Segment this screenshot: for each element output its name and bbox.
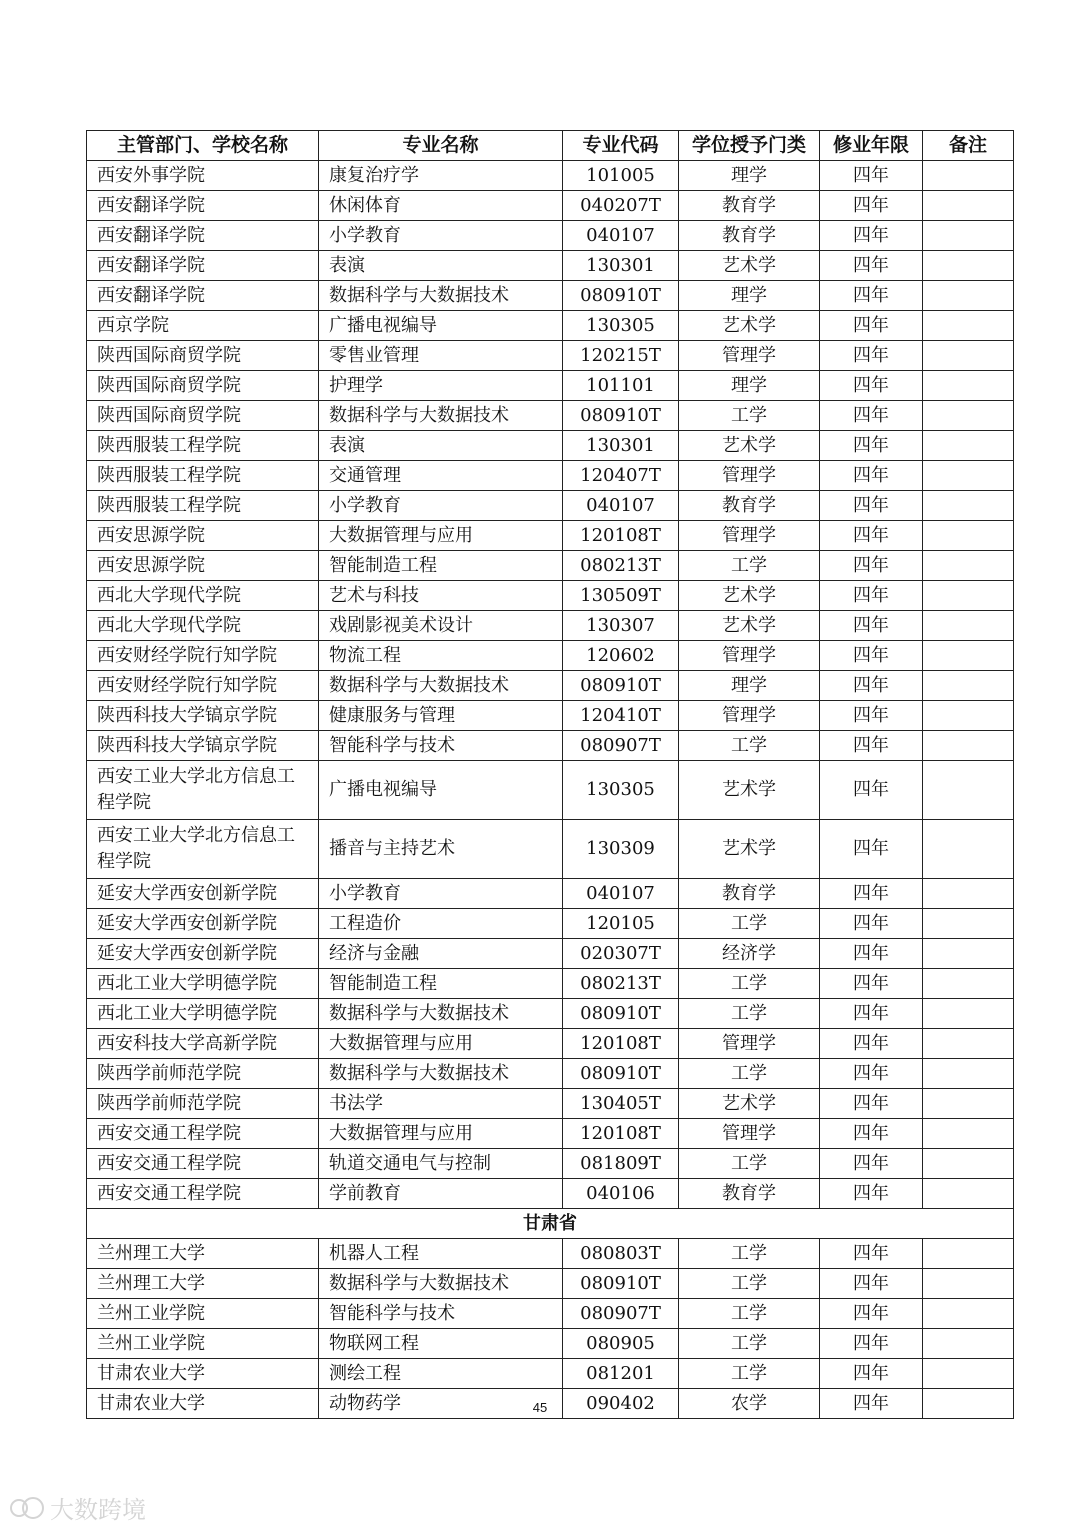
cell-years: 四年	[820, 731, 923, 761]
table-row	[87, 371, 1014, 401]
cell-years: 四年	[820, 1179, 923, 1209]
cell-code: 130305	[563, 311, 679, 341]
cell-school: 西安思源学院	[87, 521, 319, 551]
cell-note	[923, 611, 1014, 641]
cell-note	[923, 1359, 1014, 1389]
table-row	[87, 1089, 1014, 1119]
cell-code: 120108T	[563, 521, 679, 551]
cell-years: 四年	[820, 611, 923, 641]
table-row	[87, 761, 1014, 820]
cell-years: 四年	[820, 311, 923, 341]
cell-school: 西安翻译学院	[87, 281, 319, 311]
cell-note	[923, 1059, 1014, 1089]
header-major: 专业名称	[319, 131, 563, 161]
cell-school: 西安翻译学院	[87, 251, 319, 281]
cell-code: 081201	[563, 1359, 679, 1389]
cell-degree: 管理学	[679, 521, 820, 551]
table-row	[87, 1239, 1014, 1269]
cell-school: 陕西服装工程学院	[87, 461, 319, 491]
cell-note	[923, 879, 1014, 909]
cell-note	[923, 191, 1014, 221]
table-row	[87, 311, 1014, 341]
cell-school: 陕西国际商贸学院	[87, 341, 319, 371]
cell-degree: 教育学	[679, 221, 820, 251]
cell-years: 四年	[820, 761, 923, 820]
cell-note	[923, 251, 1014, 281]
cell-degree: 工学	[679, 551, 820, 581]
table-row	[87, 999, 1014, 1029]
cell-note	[923, 221, 1014, 251]
cell-degree: 艺术学	[679, 251, 820, 281]
cell-years: 四年	[820, 820, 923, 879]
cell-major: 动物药学	[319, 1389, 563, 1419]
cell-code: 120108T	[563, 1029, 679, 1059]
table-row	[87, 191, 1014, 221]
cell-years: 四年	[820, 341, 923, 371]
cell-years: 四年	[820, 251, 923, 281]
cell-years: 四年	[820, 1089, 923, 1119]
cell-school: 西安外事学院	[87, 161, 319, 191]
cell-note	[923, 671, 1014, 701]
cell-note	[923, 281, 1014, 311]
cell-degree: 工学	[679, 999, 820, 1029]
cell-major: 机器人工程	[319, 1239, 563, 1269]
cell-degree: 理学	[679, 371, 820, 401]
cell-major: 大数据管理与应用	[319, 521, 563, 551]
table-row	[87, 1179, 1014, 1209]
cell-note	[923, 641, 1014, 671]
cell-years: 四年	[820, 431, 923, 461]
cell-school: 陕西学前师范学院	[87, 1089, 319, 1119]
cell-code: 080803T	[563, 1239, 679, 1269]
table-row	[87, 1359, 1014, 1389]
cell-degree: 工学	[679, 731, 820, 761]
cell-school: 西安科技大学高新学院	[87, 1029, 319, 1059]
page-number: 45	[532, 1400, 548, 1415]
cell-major: 广播电视编导	[319, 761, 563, 820]
table-row	[87, 1149, 1014, 1179]
table-row	[87, 281, 1014, 311]
cell-note	[923, 311, 1014, 341]
cell-major: 测绘工程	[319, 1359, 563, 1389]
cell-major: 健康服务与管理	[319, 701, 563, 731]
cell-school: 陕西国际商贸学院	[87, 401, 319, 431]
table-row	[87, 491, 1014, 521]
cell-school: 西北大学现代学院	[87, 611, 319, 641]
cell-major: 护理学	[319, 371, 563, 401]
cell-note	[923, 909, 1014, 939]
cell-code: 130509T	[563, 581, 679, 611]
cell-code: 120410T	[563, 701, 679, 731]
cell-degree: 艺术学	[679, 820, 820, 879]
cell-code: 080907T	[563, 731, 679, 761]
cell-years: 四年	[820, 701, 923, 731]
cell-school: 兰州理工大学	[87, 1239, 319, 1269]
cell-years: 四年	[820, 999, 923, 1029]
cell-note	[923, 161, 1014, 191]
cell-degree: 艺术学	[679, 1089, 820, 1119]
cell-note	[923, 1239, 1014, 1269]
cell-code: 130301	[563, 431, 679, 461]
cell-school: 西安交通工程学院	[87, 1119, 319, 1149]
header-note: 备注	[923, 131, 1014, 161]
cell-years: 四年	[820, 671, 923, 701]
cell-degree: 工学	[679, 1329, 820, 1359]
cell-major: 康复治疗学	[319, 161, 563, 191]
cell-code: 080910T	[563, 999, 679, 1029]
cell-note	[923, 431, 1014, 461]
cell-degree: 工学	[679, 969, 820, 999]
cell-years: 四年	[820, 1359, 923, 1389]
watermark-logo-icon	[8, 1495, 44, 1521]
cell-note	[923, 551, 1014, 581]
cell-major: 数据科学与大数据技术	[319, 281, 563, 311]
cell-degree: 艺术学	[679, 761, 820, 820]
table-row	[87, 431, 1014, 461]
cell-degree: 经济学	[679, 939, 820, 969]
cell-years: 四年	[820, 939, 923, 969]
cell-code: 081809T	[563, 1149, 679, 1179]
cell-note	[923, 371, 1014, 401]
cell-school: 西安翻译学院	[87, 191, 319, 221]
cell-years: 四年	[820, 1119, 923, 1149]
cell-note	[923, 969, 1014, 999]
cell-code: 040207T	[563, 191, 679, 221]
cell-code: 101005	[563, 161, 679, 191]
table-row	[87, 221, 1014, 251]
table-row	[87, 1119, 1014, 1149]
cell-years: 四年	[820, 1239, 923, 1269]
cell-years: 四年	[820, 641, 923, 671]
cell-degree: 工学	[679, 1059, 820, 1089]
cell-note	[923, 1179, 1014, 1209]
cell-note	[923, 491, 1014, 521]
cell-school: 西京学院	[87, 311, 319, 341]
cell-major: 交通管理	[319, 461, 563, 491]
cell-major: 智能制造工程	[319, 969, 563, 999]
cell-school: 陕西科技大学镐京学院	[87, 731, 319, 761]
cell-years: 四年	[820, 1149, 923, 1179]
cell-code: 120108T	[563, 1119, 679, 1149]
table-row	[87, 611, 1014, 641]
cell-degree: 管理学	[679, 1029, 820, 1059]
cell-degree: 工学	[679, 909, 820, 939]
cell-major: 物联网工程	[319, 1329, 563, 1359]
cell-degree: 工学	[679, 1239, 820, 1269]
cell-degree: 教育学	[679, 1179, 820, 1209]
cell-note	[923, 701, 1014, 731]
cell-code: 120105	[563, 909, 679, 939]
watermark-text: 大数跨境	[50, 1496, 146, 1524]
table-row	[87, 1029, 1014, 1059]
cell-school: 西安工业大学北方信息工程学院	[87, 761, 319, 820]
cell-school: 延安大学西安创新学院	[87, 939, 319, 969]
cell-degree: 管理学	[679, 701, 820, 731]
cell-major: 学前教育	[319, 1179, 563, 1209]
cell-school: 西北工业大学明德学院	[87, 999, 319, 1029]
cell-major: 轨道交通电气与控制	[319, 1149, 563, 1179]
cell-code: 101101	[563, 371, 679, 401]
cell-school: 西北工业大学明德学院	[87, 969, 319, 999]
cell-degree: 理学	[679, 671, 820, 701]
cell-degree: 教育学	[679, 879, 820, 909]
cell-school: 延安大学西安创新学院	[87, 909, 319, 939]
cell-years: 四年	[820, 221, 923, 251]
cell-school: 陕西国际商贸学院	[87, 371, 319, 401]
cell-years: 四年	[820, 491, 923, 521]
header-years: 修业年限	[820, 131, 923, 161]
cell-major: 表演	[319, 251, 563, 281]
cell-years: 四年	[820, 521, 923, 551]
watermark	[8, 1490, 146, 1525]
cell-note	[923, 341, 1014, 371]
cell-degree: 管理学	[679, 641, 820, 671]
cell-major: 小学教育	[319, 491, 563, 521]
table-row	[87, 671, 1014, 701]
province-row	[87, 1209, 1014, 1239]
table-row	[87, 341, 1014, 371]
cell-code: 080905	[563, 1329, 679, 1359]
table-row	[87, 1299, 1014, 1329]
cell-major: 表演	[319, 431, 563, 461]
table-row	[87, 521, 1014, 551]
cell-major: 智能制造工程	[319, 551, 563, 581]
table-row	[87, 641, 1014, 671]
cell-school: 甘肃农业大学	[87, 1359, 319, 1389]
cell-years: 四年	[820, 969, 923, 999]
cell-degree: 农学	[679, 1389, 820, 1419]
table-row	[87, 909, 1014, 939]
cell-major: 智能科学与技术	[319, 1299, 563, 1329]
cell-school: 兰州工业学院	[87, 1329, 319, 1359]
cell-note	[923, 1089, 1014, 1119]
cell-note	[923, 761, 1014, 820]
header-degree: 学位授予门类	[679, 131, 820, 161]
cell-years: 四年	[820, 879, 923, 909]
majors-table	[86, 130, 1014, 1419]
cell-major: 播音与主持艺术	[319, 820, 563, 879]
cell-school: 陕西科技大学镐京学院	[87, 701, 319, 731]
cell-note	[923, 461, 1014, 491]
cell-years: 四年	[820, 1389, 923, 1419]
cell-years: 四年	[820, 461, 923, 491]
cell-major: 数据科学与大数据技术	[319, 1269, 563, 1299]
cell-code: 130305	[563, 761, 679, 820]
cell-degree: 艺术学	[679, 581, 820, 611]
cell-code: 080910T	[563, 401, 679, 431]
cell-school: 延安大学西安创新学院	[87, 879, 319, 909]
cell-degree: 教育学	[679, 491, 820, 521]
cell-note	[923, 1299, 1014, 1329]
cell-degree: 工学	[679, 1359, 820, 1389]
cell-code: 130405T	[563, 1089, 679, 1119]
cell-school: 西安工业大学北方信息工程学院	[87, 820, 319, 879]
cell-degree: 工学	[679, 1149, 820, 1179]
cell-degree: 理学	[679, 161, 820, 191]
cell-years: 四年	[820, 1299, 923, 1329]
cell-major: 大数据管理与应用	[319, 1029, 563, 1059]
table-row	[87, 731, 1014, 761]
cell-note	[923, 999, 1014, 1029]
province-label: 甘肃省	[87, 1209, 1014, 1239]
cell-code: 090402	[563, 1389, 679, 1419]
cell-note	[923, 820, 1014, 879]
cell-degree: 管理学	[679, 461, 820, 491]
cell-years: 四年	[820, 161, 923, 191]
cell-major: 戏剧影视美术设计	[319, 611, 563, 641]
cell-major: 零售业管理	[319, 341, 563, 371]
cell-major: 数据科学与大数据技术	[319, 999, 563, 1029]
table-header-row	[87, 131, 1014, 161]
cell-note	[923, 1269, 1014, 1299]
cell-code: 120215T	[563, 341, 679, 371]
table-row	[87, 1059, 1014, 1089]
cell-school: 陕西服装工程学院	[87, 431, 319, 461]
cell-code: 080213T	[563, 969, 679, 999]
cell-years: 四年	[820, 1059, 923, 1089]
cell-degree: 管理学	[679, 341, 820, 371]
cell-code: 130307	[563, 611, 679, 641]
cell-code: 020307T	[563, 939, 679, 969]
cell-degree: 工学	[679, 1269, 820, 1299]
cell-code: 130309	[563, 820, 679, 879]
cell-degree: 教育学	[679, 191, 820, 221]
cell-code: 120602	[563, 641, 679, 671]
table-row	[87, 401, 1014, 431]
cell-major: 工程造价	[319, 909, 563, 939]
cell-school: 西安思源学院	[87, 551, 319, 581]
table-row	[87, 939, 1014, 969]
cell-major: 休闲体育	[319, 191, 563, 221]
cell-degree: 工学	[679, 1299, 820, 1329]
cell-school: 西安交通工程学院	[87, 1149, 319, 1179]
cell-major: 书法学	[319, 1089, 563, 1119]
cell-school: 西北大学现代学院	[87, 581, 319, 611]
cell-note	[923, 401, 1014, 431]
cell-major: 广播电视编导	[319, 311, 563, 341]
cell-major: 艺术与科技	[319, 581, 563, 611]
cell-degree: 艺术学	[679, 311, 820, 341]
cell-note	[923, 1149, 1014, 1179]
cell-years: 四年	[820, 551, 923, 581]
header-school: 主管部门、学校名称	[87, 131, 319, 161]
table-row	[87, 820, 1014, 879]
cell-degree: 管理学	[679, 1119, 820, 1149]
cell-code: 040107	[563, 879, 679, 909]
cell-school: 西安财经学院行知学院	[87, 671, 319, 701]
cell-years: 四年	[820, 401, 923, 431]
cell-years: 四年	[820, 581, 923, 611]
cell-years: 四年	[820, 281, 923, 311]
cell-school: 西安翻译学院	[87, 221, 319, 251]
cell-major: 小学教育	[319, 221, 563, 251]
cell-code: 080213T	[563, 551, 679, 581]
cell-code: 120407T	[563, 461, 679, 491]
cell-major: 物流工程	[319, 641, 563, 671]
cell-note	[923, 939, 1014, 969]
cell-code: 080910T	[563, 671, 679, 701]
cell-school: 西安财经学院行知学院	[87, 641, 319, 671]
cell-school: 西安交通工程学院	[87, 1179, 319, 1209]
table-row	[87, 461, 1014, 491]
cell-code: 040107	[563, 221, 679, 251]
cell-degree: 艺术学	[679, 611, 820, 641]
cell-note	[923, 1119, 1014, 1149]
cell-years: 四年	[820, 1269, 923, 1299]
cell-code: 130301	[563, 251, 679, 281]
cell-note	[923, 581, 1014, 611]
cell-school: 陕西学前师范学院	[87, 1059, 319, 1089]
cell-code: 080910T	[563, 281, 679, 311]
cell-years: 四年	[820, 371, 923, 401]
cell-years: 四年	[820, 1029, 923, 1059]
header-code: 专业代码	[563, 131, 679, 161]
table-row	[87, 701, 1014, 731]
cell-major: 小学教育	[319, 879, 563, 909]
table-row	[87, 551, 1014, 581]
cell-years: 四年	[820, 191, 923, 221]
cell-code: 040106	[563, 1179, 679, 1209]
cell-code: 080910T	[563, 1269, 679, 1299]
table-row	[87, 879, 1014, 909]
table-row	[87, 969, 1014, 999]
cell-note	[923, 731, 1014, 761]
cell-code: 080907T	[563, 1299, 679, 1329]
cell-years: 四年	[820, 1329, 923, 1359]
table-row	[87, 1269, 1014, 1299]
cell-note	[923, 1329, 1014, 1359]
cell-school: 兰州理工大学	[87, 1269, 319, 1299]
cell-major: 数据科学与大数据技术	[319, 401, 563, 431]
cell-years: 四年	[820, 909, 923, 939]
cell-note	[923, 521, 1014, 551]
cell-code: 080910T	[563, 1059, 679, 1089]
cell-school: 兰州工业学院	[87, 1299, 319, 1329]
table-body	[87, 161, 1014, 1419]
cell-school: 陕西服装工程学院	[87, 491, 319, 521]
table-row	[87, 581, 1014, 611]
cell-degree: 理学	[679, 281, 820, 311]
cell-major: 经济与金融	[319, 939, 563, 969]
cell-major: 数据科学与大数据技术	[319, 671, 563, 701]
table-row	[87, 1329, 1014, 1359]
cell-school: 甘肃农业大学	[87, 1389, 319, 1419]
cell-code: 040107	[563, 491, 679, 521]
table-row	[87, 161, 1014, 191]
cell-major: 数据科学与大数据技术	[319, 1059, 563, 1089]
cell-degree: 工学	[679, 401, 820, 431]
table-row	[87, 251, 1014, 281]
cell-degree: 艺术学	[679, 431, 820, 461]
cell-major: 大数据管理与应用	[319, 1119, 563, 1149]
cell-note	[923, 1029, 1014, 1059]
cell-major: 智能科学与技术	[319, 731, 563, 761]
